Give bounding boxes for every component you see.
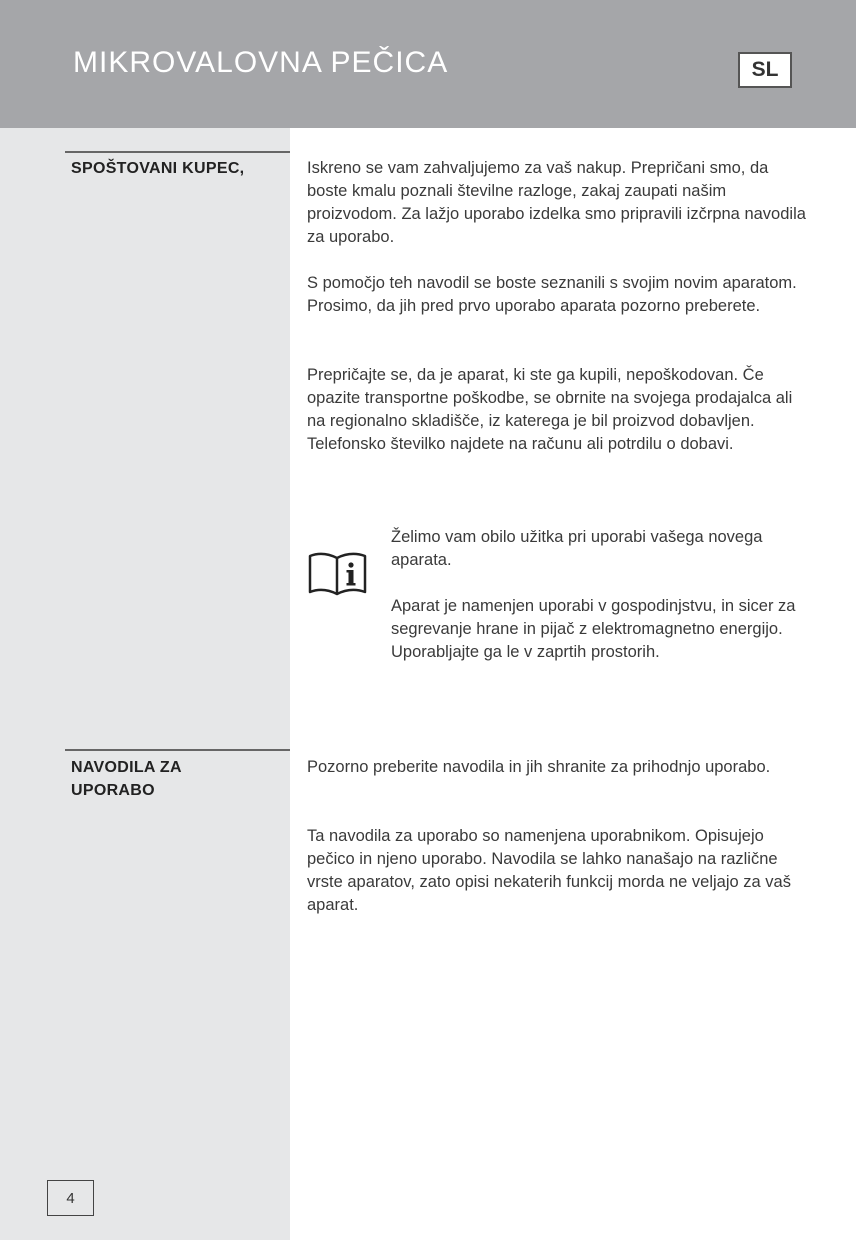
section-heading-instructions [71,756,281,802]
section-heading-line: NAVODILA ZA [71,759,182,776]
section-divider [65,151,290,153]
section-heading-line: UPORABO [71,782,155,799]
body-paragraph: Pozorno preberite navodila in jih shranite za prihodnjo uporabo. [307,758,771,776]
info-book-icon [307,548,369,598]
note-paragraph: Aparat je namenjen uporabi v gospodinjstvu, in sicer za segrevanje hrane in pijač z elektromagnetno energijo. Uporabljajte ga le v zaprtih prostorih. [391,597,796,661]
section-heading-dear-customer: SPOŠTOVANI KUPEC, [71,160,245,177]
page-header [0,0,856,128]
section-divider [65,749,290,751]
body-paragraph: Ta navodila za uporabo so namenjena uporabnikom. Opisujejo pečico in njeno uporabo. Navodila se lahko nanašajo na različne vrste aparatov, zato opisi nekaterih funkcij morda ne veljajo za vaš aparat. [307,827,791,914]
note-paragraph: Želimo vam obilo užitka pri uporabi vašega novega aparata. [391,528,763,569]
body-paragraph: S pomočjo teh navodil se boste seznanili s svojim novim aparatom. Prosimo, da jih pred prvo uporabo aparata pozorno preberete. [307,274,797,315]
page-number: 4 [47,1180,94,1216]
sidebar-column [0,128,290,1240]
body-paragraph: Iskreno se vam zahvaljujemo za vaš nakup. Prepričani smo, da boste kmalu poznali številne razloge, zakaj zaupati našim proizvodom. Za lažjo uporabo izdelka smo pripravili izčrpna navodila za uporabo. [307,159,806,246]
page-title: MIKROVALOVNA PEČICA [73,46,449,79]
body-paragraph: Prepričajte se, da je aparat, ki ste ga kupili, nepoškodovan. Če opazite transportne poškodbe, se obrnite na svojega prodajalca ali na regionalno skladišče, iz katerega je bil proizvod dobavljen. Telefonsko številko najdete na računu ali potrdilu o dobavi. [307,366,793,453]
language-badge: SL [738,52,792,88]
